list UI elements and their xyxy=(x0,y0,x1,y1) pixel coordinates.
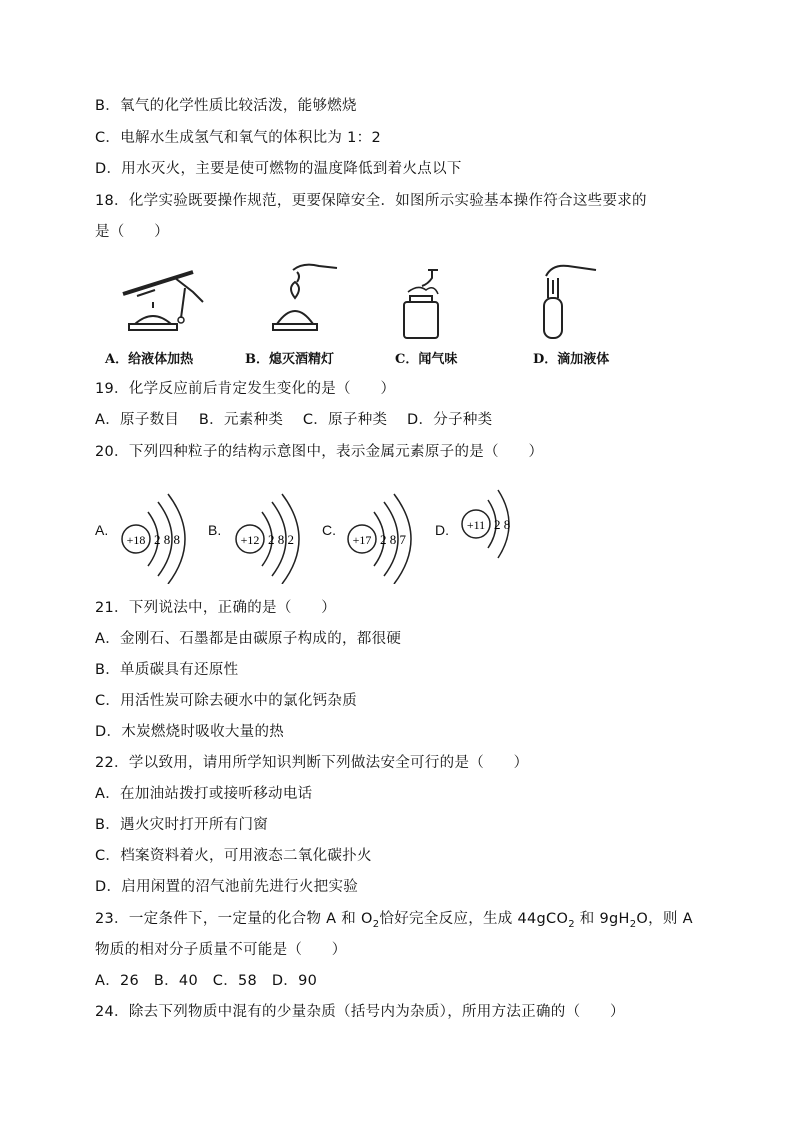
q21-stem: 21．下列说法中，正确的是（ ） xyxy=(95,600,337,616)
caption-a: A．给液体加热 xyxy=(105,352,194,367)
caption-c: C．闻气味 xyxy=(395,352,458,367)
q17-option-d: D．用水灭火，主要是使可燃物的温度降低到着火点以下 xyxy=(95,161,462,177)
q21-option-b: B．单质碳具有还原性 xyxy=(95,662,239,678)
heating-liquid-illustration xyxy=(115,262,215,340)
q18-stem-line2: 是（ ） xyxy=(95,224,169,240)
dropping-liquid-illustration xyxy=(536,258,606,342)
atom-a-diagram xyxy=(118,488,198,584)
q17-option-c: C．电解水生成氢气和氧气的体积比为 1：2 xyxy=(95,130,381,146)
q23-stem-line2: 物质的相对分子质量不可能是（ ） xyxy=(95,942,347,958)
q24-stem: 24．除去下列物质中混有的少量杂质（括号内为杂质），所用方法正确的（ ） xyxy=(95,1004,625,1020)
svg-text:+18: +18 xyxy=(126,533,146,547)
q18-stem-line1: 18．化学实验既要操作规范，更要保障安全．如图所示实验基本操作符合这些要求的 xyxy=(95,193,647,209)
q22-stem: 22．学以致用，请用所学知识判断下列做法安全可行的是（ ） xyxy=(95,755,529,771)
svg-text:2 8 8: 2 8 8 xyxy=(154,532,180,547)
extinguish-alcohol-lamp-illustration xyxy=(263,258,343,340)
svg-text:2 8 7: 2 8 7 xyxy=(380,532,406,547)
svg-text:2 8: 2 8 xyxy=(494,517,511,532)
atom-c-label: C. xyxy=(322,522,336,538)
atom-c-diagram xyxy=(344,488,424,584)
atom-a-label: A. xyxy=(95,522,109,538)
atom-d-label: D. xyxy=(435,522,449,538)
q23-stem-line1: 23．一定条件下，一定量的化合物 A 和 $O_2$恰好完全反应，生成 44gCO$_2$ 和 $9gH_2O$，则 A xyxy=(95,911,693,930)
q21-option-d: D．木炭燃烧时吸收大量的热 xyxy=(95,724,285,740)
smelling-gas-illustration xyxy=(398,266,458,342)
q23-options: A．26 B．40 C．58 D．90 xyxy=(95,973,318,989)
q20-stem: 20．下列四种粒子的结构示意图中，表示金属元素原子的是（ ） xyxy=(95,444,544,460)
svg-text:+11: +11 xyxy=(466,518,486,532)
svg-text:+17: +17 xyxy=(352,533,372,547)
q19-stem: 19．化学反应前后肯定发生变化的是（ ） xyxy=(95,381,396,397)
q22-option-d: D．启用闲置的沼气池前先进行火把实验 xyxy=(95,879,359,895)
atom-b-label: B. xyxy=(208,522,222,538)
q21-option-a: A．金刚石、石墨都是由碳原子构成的，都很硬 xyxy=(95,631,402,647)
caption-d: D．滴加液体 xyxy=(533,352,610,367)
q19-options: A．原子数目 B．元素种类 C．原子种类 D．分子种类 xyxy=(95,412,493,428)
svg-text:+12: +12 xyxy=(240,533,260,547)
q17-option-b: B．氧气的化学性质比较活泼，能够燃烧 xyxy=(95,98,357,114)
q21-option-c: C．用活性炭可除去硬水中的氯化钙杂质 xyxy=(95,693,358,709)
q22-option-b: B．遇火灾时打开所有门窗 xyxy=(95,817,269,833)
q22-option-c: C．档案资料着火，可用液态二氧化碳扑火 xyxy=(95,848,372,864)
atom-d-diagram xyxy=(458,482,528,562)
atom-b-diagram xyxy=(232,488,312,584)
svg-text:2 8 2: 2 8 2 xyxy=(268,532,294,547)
caption-b: B．熄灭酒精灯 xyxy=(245,352,334,367)
q22-option-a: A．在加油站拨打或接听移动电话 xyxy=(95,786,313,802)
